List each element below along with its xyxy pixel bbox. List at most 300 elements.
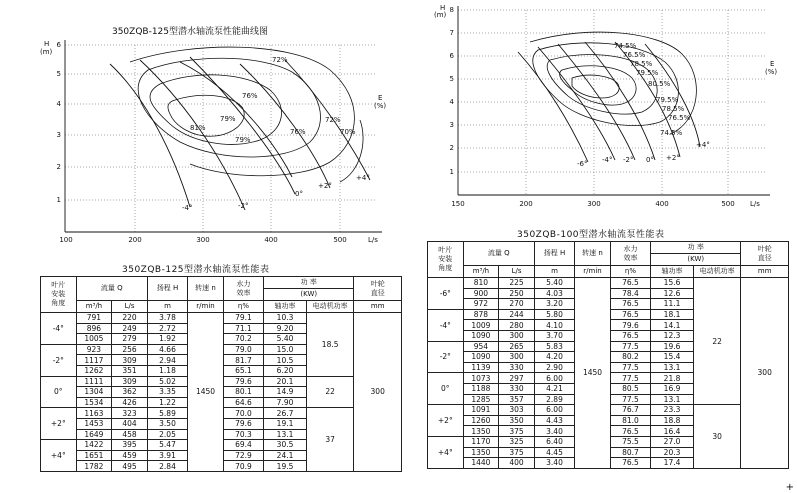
flow-m3h-cell: 1091 [463, 405, 499, 416]
shaft-power-cell: 21.8 [651, 373, 694, 384]
right-chart-x-ticks [451, 200, 734, 208]
speed-cell: 1450 [575, 278, 611, 469]
flow-ls-cell: 375 [499, 447, 535, 458]
right-eff-label: 76.5% [668, 114, 691, 122]
shaft-power-cell: 5.40 [264, 334, 307, 345]
flow-m3h-cell: 878 [463, 309, 499, 320]
flow-m3h-cell: 1163 [76, 408, 112, 419]
shaft-power-cell: 19.6 [651, 341, 694, 352]
left-eff-label: 76% [290, 128, 306, 136]
efficiency-cell: 76.5 [610, 458, 650, 469]
right-chart-y-ticks [450, 6, 455, 176]
right-eff-label: 74.5% [660, 129, 683, 137]
head-cell: 2.94 [147, 355, 187, 366]
efficiency-cell: 78.4 [610, 288, 650, 299]
shaft-power-cell: 19.1 [264, 418, 307, 429]
shaft-power-cell: 20.3 [651, 447, 694, 458]
right-chart-axes [458, 6, 770, 195]
flow-m3h-cell: 1534 [76, 397, 112, 408]
left-angle-label: 0° [295, 190, 303, 198]
right-chart-eff-labels [614, 42, 691, 137]
head-cell: 4.21 [534, 383, 574, 394]
header-eta: η% [610, 266, 650, 278]
left-angle-label: -4° [182, 204, 193, 212]
head-cell: 3.40 [534, 426, 574, 437]
left-x-tick: 300 [196, 236, 210, 244]
left-chart-eff-labels [190, 56, 356, 144]
flow-ls-cell: 220 [112, 313, 148, 324]
left-angle-label: +4° [356, 174, 370, 182]
flow-ls-cell: 495 [112, 461, 148, 472]
header-power: 功 率 [264, 277, 354, 289]
shaft-power-cell: 9.20 [264, 323, 307, 334]
flow-m3h-cell: 1005 [76, 334, 112, 345]
flow-m3h-cell: 1170 [463, 436, 499, 447]
blade-angle-cell: -6° [428, 278, 464, 310]
left-x-tick: 400 [264, 236, 278, 244]
shaft-power-cell: 24.1 [264, 450, 307, 461]
header-mm: mm [741, 266, 789, 278]
head-cell: 2.89 [534, 394, 574, 405]
head-cell: 5.47 [147, 440, 187, 451]
flow-m3h-cell: 1649 [76, 429, 112, 440]
head-cell: 3.40 [534, 458, 574, 469]
left-chart-axes [65, 40, 382, 232]
table-row [41, 313, 402, 324]
head-cell: 1.22 [147, 397, 187, 408]
efficiency-cell: 76.7 [610, 405, 650, 416]
shaft-power-cell: 30.5 [264, 440, 307, 451]
flow-ls-cell: 400 [499, 458, 535, 469]
right-eff-label: 80.5% [648, 80, 671, 88]
right-angle-label: -6° [577, 160, 588, 168]
flow-m3h-cell: 972 [463, 299, 499, 310]
corner-mark: + [785, 482, 794, 493]
left-eff-label: 79% [220, 115, 236, 123]
shaft-power-cell: 15.6 [651, 278, 694, 289]
head-cell: 2.84 [147, 461, 187, 472]
head-cell: 3.50 [147, 418, 187, 429]
header-shaft-power: 轴功率 [651, 266, 694, 278]
right-y-tick: 3 [449, 121, 454, 129]
left-angle-label: -2° [238, 202, 249, 210]
shaft-power-cell: 6.20 [264, 365, 307, 376]
right-chart-y-unit-h: H [440, 4, 446, 12]
head-cell: 3.91 [147, 450, 187, 461]
shaft-power-cell: 12.3 [651, 330, 694, 341]
flow-ls-cell: 270 [499, 299, 535, 310]
left-eff-label: 72% [325, 116, 341, 124]
flow-m3h-cell: 1009 [463, 320, 499, 331]
flow-ls-cell: 249 [112, 323, 148, 334]
flow-m3h-cell: 1304 [76, 387, 112, 398]
efficiency-cell: 72.9 [223, 450, 263, 461]
flow-m3h-cell: 1651 [76, 450, 112, 461]
flow-m3h-cell: 1782 [76, 461, 112, 472]
efficiency-cell: 80.1 [223, 387, 263, 398]
right-x-tick: 400 [655, 200, 669, 208]
efficiency-cell: 80.2 [610, 352, 650, 363]
left-y-tick: 4 [56, 100, 61, 108]
header-ls: L/s [499, 266, 535, 278]
shaft-power-cell: 15.0 [264, 344, 307, 355]
shaft-power-cell: 27.0 [651, 436, 694, 447]
table-header-row [428, 242, 789, 254]
flow-m3h-cell: 791 [76, 313, 112, 324]
left-performance-table [40, 276, 402, 472]
right-chart-e-label: E [770, 60, 775, 68]
header-blade-angle: 叶片 安装 角度 [428, 242, 464, 278]
shaft-power-cell: 18.1 [651, 309, 694, 320]
head-cell: 6.00 [534, 405, 574, 416]
head-cell: 3.70 [534, 330, 574, 341]
flow-ls-cell: 279 [112, 334, 148, 345]
head-cell: 6.40 [534, 436, 574, 447]
flow-m3h-cell: 810 [463, 278, 499, 289]
flow-ls-cell: 309 [112, 376, 148, 387]
motor-power-cell: 22 [306, 376, 354, 408]
flow-ls-cell: 303 [499, 405, 535, 416]
flow-ls-cell: 426 [112, 397, 148, 408]
motor-power-cell: 30 [693, 405, 741, 469]
right-angle-label: -4° [602, 156, 613, 164]
efficiency-cell: 76.5 [610, 330, 650, 341]
left-chart-y-ticks [57, 41, 62, 204]
left-performance-chart [30, 2, 395, 247]
right-eff-label: 78.5% [630, 60, 653, 68]
header-efficiency: 水力 效率 [223, 277, 263, 301]
right-chart-grid [458, 10, 766, 195]
flow-ls-cell: 350 [499, 415, 535, 426]
left-eff-label: 81% [190, 124, 206, 132]
shaft-power-cell: 14.1 [651, 320, 694, 331]
shaft-power-cell: 17.4 [651, 458, 694, 469]
flow-m3h-cell: 900 [463, 288, 499, 299]
shaft-power-cell: 18.8 [651, 415, 694, 426]
header-eta: η% [223, 301, 263, 313]
flow-m3h-cell: 1073 [463, 373, 499, 384]
blade-angle-cell: -2° [41, 344, 77, 376]
left-chart-title: 350ZQB-125型潜水轴流泵性能曲线图 [111, 27, 269, 37]
flow-ls-cell: 300 [499, 352, 535, 363]
flow-ls-cell: 244 [499, 309, 535, 320]
right-angle-label: +4° [696, 141, 710, 149]
head-cell: 3.78 [147, 313, 187, 324]
efficiency-cell: 76.5 [610, 299, 650, 310]
right-table-title: 350ZQB-100型潜水轴流泵性能表 [517, 230, 665, 240]
flow-ls-cell: 297 [499, 373, 535, 384]
header-speed: 转速 n [575, 242, 611, 266]
efficiency-cell: 69.4 [223, 440, 263, 451]
shaft-power-cell: 13.1 [651, 362, 694, 373]
left-chart-efficiency-contours [130, 47, 363, 182]
shaft-power-cell: 16.4 [651, 426, 694, 437]
head-cell: 3.35 [147, 387, 187, 398]
efficiency-cell: 77.5 [610, 341, 650, 352]
head-cell: 2.90 [534, 362, 574, 373]
blade-angle-cell: 0° [428, 373, 464, 405]
head-cell: 6.00 [534, 373, 574, 384]
header-diameter: 叶轮 直径 [741, 242, 789, 266]
flow-m3h-cell: 1139 [463, 362, 499, 373]
efficiency-cell: 79.1 [223, 313, 263, 324]
header-flow: 流量 Q [463, 242, 534, 266]
table-row [428, 278, 789, 289]
head-cell: 5.02 [147, 376, 187, 387]
flow-ls-cell: 250 [499, 288, 535, 299]
left-y-tick: 3 [56, 131, 61, 139]
flow-ls-cell: 395 [112, 440, 148, 451]
left-eff-label: 70% [340, 128, 356, 136]
blade-angle-cell: -2° [428, 341, 464, 373]
efficiency-cell: 76.5 [610, 309, 650, 320]
left-chart-x-ticks [59, 236, 346, 244]
left-chart-e-unit: (%) [374, 102, 387, 110]
head-cell: 4.20 [534, 352, 574, 363]
header-m3h: m³/h [463, 266, 499, 278]
diameter-cell: 300 [741, 278, 789, 469]
right-angle-label: -2° [623, 156, 634, 164]
flow-m3h-cell: 1453 [76, 418, 112, 429]
header-flow: 流量 Q [76, 277, 147, 301]
right-y-tick: 8 [449, 6, 454, 14]
flow-ls-cell: 265 [499, 341, 535, 352]
blade-angle-cell: +2° [428, 405, 464, 437]
head-cell: 3.20 [534, 299, 574, 310]
head-cell: 1.92 [147, 334, 187, 345]
header-m: m [147, 301, 187, 313]
right-x-tick: 200 [519, 200, 533, 208]
blade-angle-cell: -4° [41, 313, 77, 345]
header-power: 功 率 [651, 242, 741, 254]
right-chart-y-unit-m: (m) [434, 11, 447, 19]
left-chart-grid [65, 45, 375, 232]
left-angle-label: +2° [318, 182, 332, 190]
left-x-tick: 100 [59, 236, 73, 244]
right-eff-label: 78.5% [662, 105, 685, 113]
right-eff-label: 76.5% [623, 51, 646, 59]
head-cell: 4.10 [534, 320, 574, 331]
left-y-tick: 1 [56, 196, 61, 204]
left-chart-y-unit-m: (m) [40, 48, 53, 56]
blade-angle-cell: +4° [428, 436, 464, 468]
right-performance-chart [420, 2, 792, 214]
flow-m3h-cell: 1422 [76, 440, 112, 451]
flow-ls-cell: 309 [112, 355, 148, 366]
efficiency-cell: 81.0 [610, 415, 650, 426]
head-cell: 1.18 [147, 365, 187, 376]
right-y-tick: 1 [449, 168, 454, 176]
right-y-tick: 4 [449, 98, 454, 106]
efficiency-cell: 80.5 [610, 383, 650, 394]
flow-m3h-cell: 1260 [463, 415, 499, 426]
efficiency-cell: 70.3 [223, 429, 263, 440]
head-cell: 5.83 [534, 341, 574, 352]
flow-ls-cell: 375 [499, 426, 535, 437]
flow-m3h-cell: 1111 [76, 376, 112, 387]
left-chart-e-label: E [378, 94, 383, 102]
efficiency-cell: 79.6 [223, 418, 263, 429]
header-kw: (KW) [264, 289, 354, 301]
header-m3h: m³/h [76, 301, 112, 313]
blade-angle-cell: +4° [41, 440, 77, 472]
header-rmin: r/min [575, 266, 611, 278]
flow-m3h-cell: 954 [463, 341, 499, 352]
diameter-cell: 300 [354, 313, 402, 472]
efficiency-cell: 70.9 [223, 461, 263, 472]
right-chart-e-unit: (%) [765, 68, 778, 76]
left-table-title: 350ZQB-125型潜水轴流泵性能表 [122, 265, 270, 275]
left-y-tick: 2 [56, 163, 61, 171]
header-mm: mm [354, 301, 402, 313]
efficiency-cell: 79.6 [610, 320, 650, 331]
flow-m3h-cell: 1090 [463, 330, 499, 341]
right-x-tick: 300 [587, 200, 601, 208]
flow-ls-cell: 362 [112, 387, 148, 398]
left-x-tick: 500 [333, 236, 347, 244]
shaft-power-cell: 20.1 [264, 376, 307, 387]
flow-ls-cell: 323 [112, 408, 148, 419]
right-x-tick: 500 [721, 200, 735, 208]
flow-m3h-cell: 1188 [463, 383, 499, 394]
left-x-tick: 200 [128, 236, 142, 244]
header-efficiency: 水力 效率 [610, 242, 650, 266]
header-motor-power: 电动机功率 [693, 266, 741, 278]
header-ls: L/s [112, 301, 148, 313]
blade-angle-cell: -4° [428, 309, 464, 341]
efficiency-cell: 77.5 [610, 373, 650, 384]
right-performance-table [427, 241, 789, 469]
flow-ls-cell: 351 [112, 365, 148, 376]
flow-ls-cell: 280 [499, 320, 535, 331]
shaft-power-cell: 23.3 [651, 405, 694, 416]
left-chart-angle-labels [182, 174, 370, 212]
right-angle-label: 0° [646, 156, 654, 164]
shaft-power-cell: 11.1 [651, 299, 694, 310]
efficiency-cell: 76.5 [610, 426, 650, 437]
flow-m3h-cell: 1440 [463, 458, 499, 469]
header-diameter: 叶轮 直径 [354, 277, 402, 301]
motor-power-cell: 22 [693, 278, 741, 405]
flow-ls-cell: 225 [499, 278, 535, 289]
table-header-row [428, 266, 789, 278]
head-cell: 4.03 [534, 288, 574, 299]
flow-m3h-cell: 923 [76, 344, 112, 355]
right-chart-angle-labels [577, 141, 710, 168]
right-x-tick: 150 [451, 200, 465, 208]
flow-ls-cell: 459 [112, 450, 148, 461]
flow-ls-cell: 404 [112, 418, 148, 429]
blade-angle-cell: 0° [41, 376, 77, 408]
head-cell: 5.80 [534, 309, 574, 320]
flow-m3h-cell: 1090 [463, 352, 499, 363]
efficiency-cell: 76.5 [610, 278, 650, 289]
right-angle-label: +2° [666, 154, 680, 162]
flow-ls-cell: 357 [499, 394, 535, 405]
blade-angle-cell: +2° [41, 408, 77, 440]
right-y-tick: 6 [449, 52, 454, 60]
left-eff-label: 79% [235, 136, 251, 144]
shaft-power-cell: 13.1 [651, 394, 694, 405]
head-cell: 4.45 [534, 447, 574, 458]
left-eff-label: 72% [272, 56, 288, 64]
speed-cell: 1450 [188, 313, 224, 472]
header-speed: 转速 n [188, 277, 224, 301]
shaft-power-cell: 7.90 [264, 397, 307, 408]
flow-m3h-cell: 896 [76, 323, 112, 334]
flow-ls-cell: 300 [499, 330, 535, 341]
shaft-power-cell: 14.9 [264, 387, 307, 398]
head-cell: 2.05 [147, 429, 187, 440]
right-y-tick: 5 [449, 75, 454, 83]
efficiency-cell: 77.5 [610, 394, 650, 405]
shaft-power-cell: 10.3 [264, 313, 307, 324]
efficiency-cell: 79.6 [223, 376, 263, 387]
shaft-power-cell: 19.5 [264, 461, 307, 472]
head-cell: 2.72 [147, 323, 187, 334]
efficiency-cell: 81.7 [223, 355, 263, 366]
efficiency-cell: 70.2 [223, 334, 263, 345]
head-cell: 5.40 [534, 278, 574, 289]
left-chart-x-unit: L/s [368, 236, 378, 244]
efficiency-cell: 65.1 [223, 365, 263, 376]
shaft-power-cell: 15.4 [651, 352, 694, 363]
shaft-power-cell: 13.1 [264, 429, 307, 440]
flow-ls-cell: 325 [499, 436, 535, 447]
efficiency-cell: 79.0 [223, 344, 263, 355]
efficiency-cell: 80.7 [610, 447, 650, 458]
header-blade-angle: 叶片 安装 角度 [41, 277, 77, 313]
header-shaft-power: 轴功率 [264, 301, 307, 313]
right-eff-label: 79.5% [656, 96, 679, 104]
right-eff-label: 74.5% [614, 42, 637, 50]
flow-ls-cell: 330 [499, 383, 535, 394]
left-y-tick: 5 [56, 70, 61, 78]
table-header-row [41, 301, 402, 313]
motor-power-cell: 37 [306, 408, 354, 472]
right-y-tick: 2 [449, 144, 454, 152]
flow-m3h-cell: 1262 [76, 365, 112, 376]
header-head: 扬程 H [534, 242, 574, 266]
efficiency-cell: 71.1 [223, 323, 263, 334]
header-head: 扬程 H [147, 277, 187, 301]
left-y-tick: 6 [56, 41, 61, 49]
header-kw: (KW) [651, 254, 741, 266]
right-y-tick: 7 [449, 29, 454, 37]
shaft-power-cell: 12.6 [651, 288, 694, 299]
flow-ls-cell: 458 [112, 429, 148, 440]
efficiency-cell: 64.6 [223, 397, 263, 408]
efficiency-cell: 77.5 [610, 362, 650, 373]
flow-m3h-cell: 1285 [463, 394, 499, 405]
flow-m3h-cell: 1117 [76, 355, 112, 366]
flow-ls-cell: 330 [499, 362, 535, 373]
motor-power-cell: 18.5 [306, 313, 354, 377]
table-header-row [41, 277, 402, 289]
header-m: m [534, 266, 574, 278]
efficiency-cell: 75.5 [610, 436, 650, 447]
header-motor-power: 电动机功率 [306, 301, 354, 313]
shaft-power-cell: 10.5 [264, 355, 307, 366]
shaft-power-cell: 26.7 [264, 408, 307, 419]
shaft-power-cell: 16.9 [651, 383, 694, 394]
left-eff-label: 76% [242, 92, 258, 100]
header-rmin: r/min [188, 301, 224, 313]
head-cell: 4.43 [534, 415, 574, 426]
flow-ls-cell: 256 [112, 344, 148, 355]
right-eff-label: 79.5% [636, 69, 659, 77]
flow-m3h-cell: 1350 [463, 426, 499, 437]
